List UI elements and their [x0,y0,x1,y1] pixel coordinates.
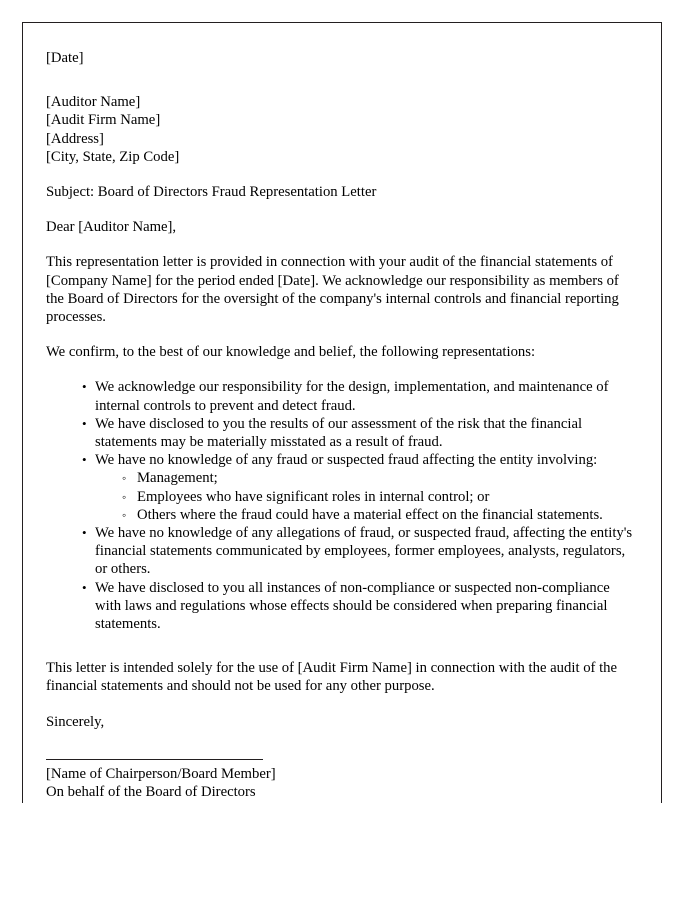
representations-list [46,378,635,633]
bullet-icon: • [82,379,87,395]
hollow-bullet-icon: ◦ [122,507,127,522]
recipient-address: [Address] [46,130,104,147]
salutation: Dear [Auditor Name], [46,219,177,236]
letter-page [22,22,662,803]
list-item [107,469,635,487]
bullet-icon: • [82,525,87,541]
letter-body [23,23,661,801]
list-item-text: We have no knowledge of any fraud or suspected fraud affecting the entity involving: [95,452,598,469]
list-item-text: Employees who have significant roles in internal control; or [137,488,490,505]
list-item-text: Management; [137,470,218,487]
list-item [107,488,635,506]
list-item-text: We have disclosed to you the results of our assessment of the risk that the financial statements may be materially misstated as a result of fraud. [95,415,583,451]
list-item [59,524,635,579]
spacer-after-date [46,67,635,93]
spacer-after-salutation [46,236,635,253]
list-item-text: We have disclosed to you all instances of non-compliance or suspected non-compliance with laws and regulations whose effects should be considered when preparing financial statements. [95,579,610,633]
recipient-city-state-zip: [City, State, Zip Code] [46,148,180,165]
confirmation-lead-in: We confirm, to the best of our knowledge and belief, the following representations: [46,344,536,361]
letter-date: [Date] [46,50,84,66]
recipient-firm-name: [Audit Firm Name] [46,112,161,129]
bullet-icon: • [82,579,87,595]
recipient-address-block [46,93,635,166]
list-item-text: We acknowledge our responsibility for the design, implementation, and maintenance of internal controls to prevent and detect fraud. [95,379,609,414]
signatory-title: On behalf of the Board of Directors [46,784,256,801]
closing-paragraph: This letter is intended solely for the use of [Audit Firm Name] in connection with the audit of the financial statements and should not be used for any other purpose. [46,660,618,695]
spacer-after-list [46,633,635,659]
hollow-bullet-icon: ◦ [122,471,127,486]
list-item [59,415,635,451]
list-item [59,378,635,414]
spacer-after-opening [46,326,635,343]
hollow-bullet-icon: ◦ [122,489,127,504]
subject-line: Subject: Board of Directors Fraud Representation Letter [46,184,377,201]
opening-paragraph: This representation letter is provided in connection with your audit of the financial statements of [Company Name] for the period ended [Date]. We acknowledge our responsibility as members of the Board of Directors for the oversight of the company's internal controls and financial reporting processes. [46,254,619,326]
sign-off: Sincerely, [46,713,105,730]
signatory-name: [Name of Chairperson/Board Member] [46,765,276,782]
recipient-auditor-name: [Auditor Name] [46,94,141,111]
list-item-text: We have no knowledge of any allegations of fraud, or suspected fraud, affecting the entity's financial statements communicated by employees, former employees, analysts, regulators, or others. [95,525,633,578]
signature-space [46,731,635,759]
spacer-before-signoff [46,696,635,713]
bullet-icon: • [82,415,87,431]
list-item [59,451,635,524]
list-item-text: Others where the fraud could have a material effect on the financial statements. [137,506,603,523]
bullet-icon: • [82,452,87,468]
spacer-after-subject [46,201,635,218]
spacer-after-address [46,166,635,183]
list-item [59,579,635,634]
signature-block [46,765,635,801]
list-item [107,506,635,524]
spacer-before-list [46,361,635,378]
fraud-involving-sublist [95,469,635,524]
